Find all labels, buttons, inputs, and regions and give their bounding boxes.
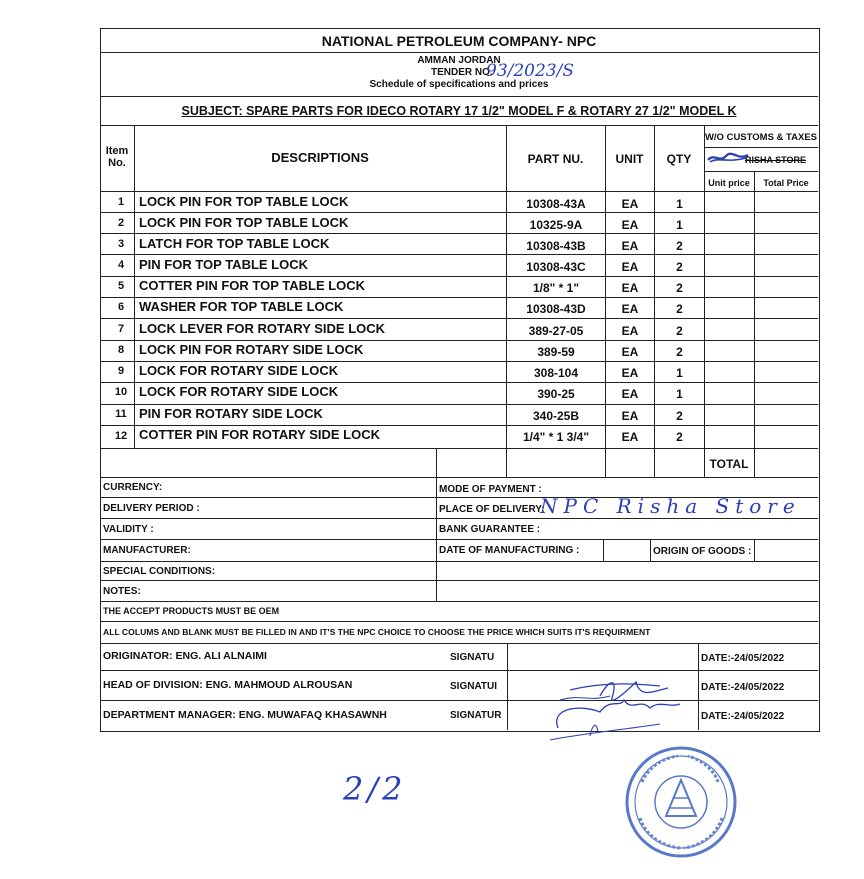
- place-of-delivery-label: PLACE OF DELIVERY:: [439, 504, 545, 515]
- originator-label: ORIGINATOR: ENG. ALI ALNAIMI: [103, 650, 267, 662]
- notes-label: NOTES:: [103, 586, 141, 597]
- schedule-label: Schedule of specifications and prices: [369, 79, 549, 90]
- total-label: TOTAL: [709, 457, 749, 471]
- signature-label: SIGNATUI: [450, 681, 498, 692]
- special-conditions-label: SPECIAL CONDITIONS:: [103, 566, 216, 577]
- currency-label: CURRENCY:: [103, 482, 163, 493]
- date-label: DATE:-24/05/2022: [701, 653, 785, 664]
- col-unit: UNIT: [615, 152, 644, 166]
- head-of-division-label: HEAD OF DIVISION: ENG. MAHMOUD ALROUSAN: [103, 679, 353, 691]
- col-part-nu: PART NU.: [527, 152, 584, 166]
- tender-number-handwritten: 93/2023/S: [486, 61, 574, 81]
- col-qty: QTY: [666, 152, 692, 166]
- manufacturer-label: MANUFACTURER:: [103, 545, 191, 556]
- date-label: DATE:-24/05/2022: [701, 711, 785, 722]
- col-unit-price: Unit price: [708, 178, 750, 188]
- strike-scribble: [706, 151, 750, 165]
- validity-label: VALIDITY :: [103, 524, 154, 535]
- blank-note: ALL COLUMS AND BLANK MUST BE FILLED IN AND IT'S THE NPC CHOICE TO CHOOSE THE PRICE WHICH SUITS IT'S REQUIRMENT: [103, 627, 651, 637]
- oem-note: THE ACCEPT PRODUCTS MUST BE OEM: [103, 606, 280, 616]
- official-stamp: [622, 742, 740, 862]
- date-label: DATE:-24/05/2022: [701, 682, 785, 693]
- struck-store-label: RISHA STORE: [745, 155, 807, 165]
- signature-label: SIGNATU: [450, 652, 495, 663]
- delivery-period-label: DELIVERY PERIOD :: [103, 503, 200, 514]
- department-manager-label: DEPARTMENT MANAGER: ENG. MUWAFAQ KHASAWNH: [103, 709, 387, 721]
- origin-of-goods-label: ORIGIN OF GOODS :: [653, 546, 752, 557]
- date-of-manufacturing-label: DATE OF MANUFACTURING :: [439, 545, 580, 556]
- col-item-no: Item No.: [105, 145, 129, 169]
- subject-line: SUBJECT: SPARE PARTS FOR IDECO ROTARY 17 1/2" MODEL F & ROTARY 27 1/2" MODEL K: [181, 104, 737, 118]
- signature-label: SIGNATUR: [450, 710, 502, 721]
- company-title: NATIONAL PETROLEUM COMPANY- NPC: [321, 33, 597, 49]
- tender-label: TENDER NO.: [431, 67, 493, 78]
- col-wo-customs: W/O CUSTOMS & TAXES: [704, 132, 818, 143]
- mode-of-payment-label: MODE OF PAYMENT :: [439, 484, 542, 495]
- bank-guarantee-label: BANK GUARANTEE :: [439, 524, 541, 535]
- city-label: AMMAN JORDAN: [417, 55, 501, 66]
- page-number-handwritten: 2/2: [343, 770, 407, 808]
- place-of-delivery-handwritten: NPC Risha Store: [540, 494, 801, 518]
- col-descriptions: DESCRIPTIONS: [271, 150, 369, 165]
- handwritten-signature: [540, 668, 700, 748]
- col-total-price: Total Price: [763, 178, 809, 188]
